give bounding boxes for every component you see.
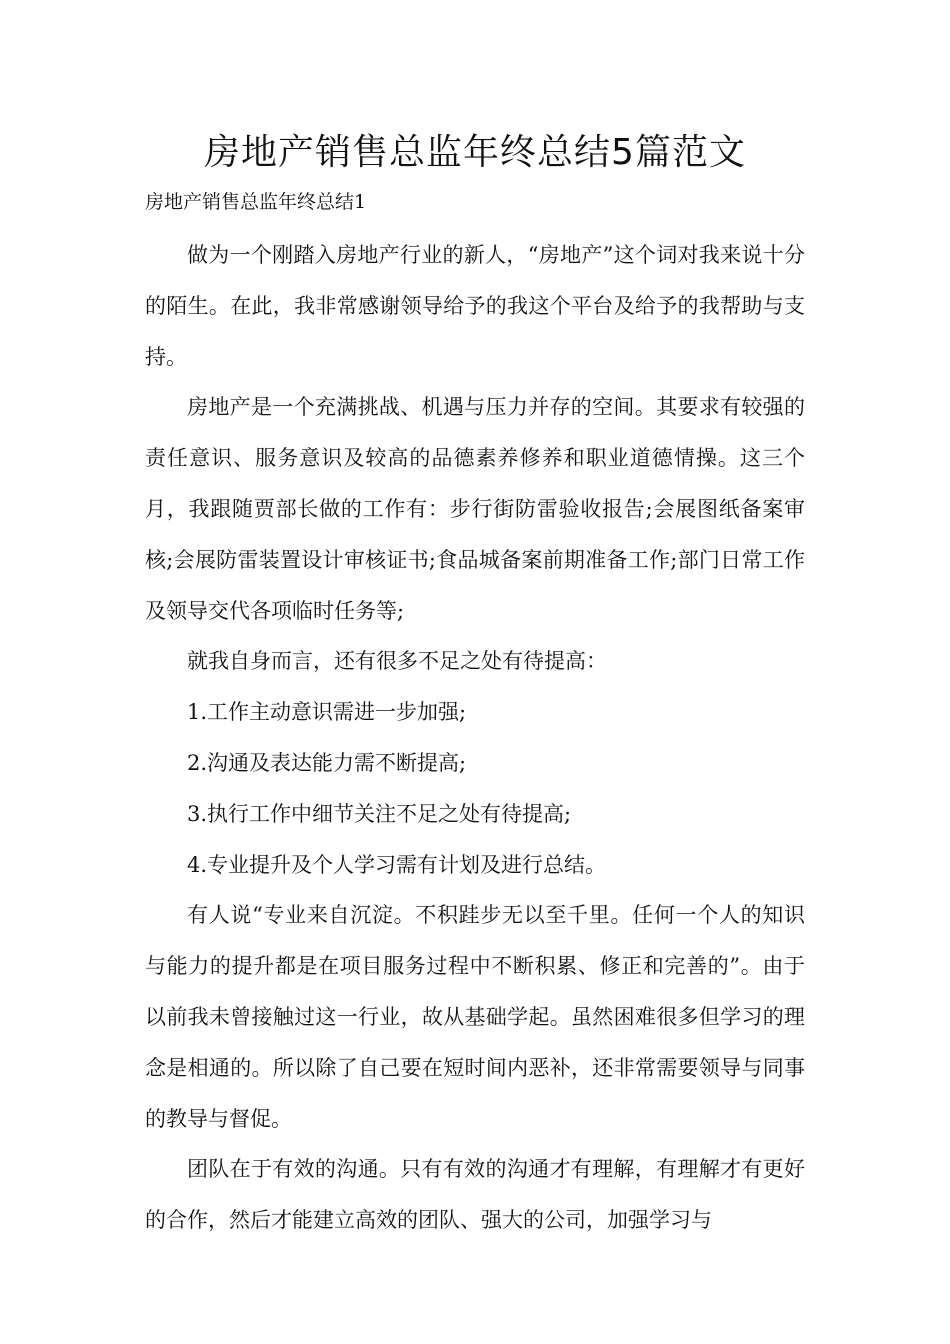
paragraph-learning: 有人说“专业来自沉淀。不积跬步无以至千里。任何一个人的知识与能力的提升都是在项目服务过程中不断积累、修正和完善的”。由于以前我未曾接触过这一行业，故从基础学起。虽然困难很多但学习的理念是相通的。所以除了自己要在短时间内恶补，还非常需要领导与同事的教导与督促。 xyxy=(145,903,805,1131)
document-body xyxy=(145,230,805,1246)
paragraph-intro: 做为一个刚踏入房地产行业的新人，“房地产”这个词对我来说十分的陌生。在此，我非常感谢领导给予的我这个平台及给予的我帮助与支持。 xyxy=(145,243,805,369)
document-title: 房地产销售总监年终总结5篇范文 xyxy=(204,132,746,173)
list-item: 2.沟通及表达能力需不断提高; xyxy=(187,750,467,775)
section-heading: 房地产销售总监年终总结1 xyxy=(145,191,367,213)
list-item: 3.执行工作中细节关注不足之处有待提高; xyxy=(187,801,572,826)
paragraph-teamwork: 团队在于有效的沟通。只有有效的沟通才有理解，有理解才有更好的合作，然后才能建立高效的团队、强大的公司，加强学习与 xyxy=(145,1157,805,1233)
paragraph-shortcomings-intro: 就我自身而言，还有很多不足之处有待提高： xyxy=(187,649,607,674)
list-item: 4.专业提升及个人学习需有计划及进行总结。 xyxy=(187,852,607,877)
paragraph-industry: 房地产是一个充满挑战、机遇与压力并存的空间。其要求有较强的责任意识、服务意识及较高的品德素养修养和职业道德情操。这三个月，我跟随贾部长做的工作有：步行街防雷验收报告;会展图纸备案审核;会展防雷装置设计审核证书;食品城备案前期准备工作;部门日常工作及领导交代各项临时任务等; xyxy=(145,395,805,623)
list-item: 1.工作主动意识需进一步加强; xyxy=(187,700,467,725)
